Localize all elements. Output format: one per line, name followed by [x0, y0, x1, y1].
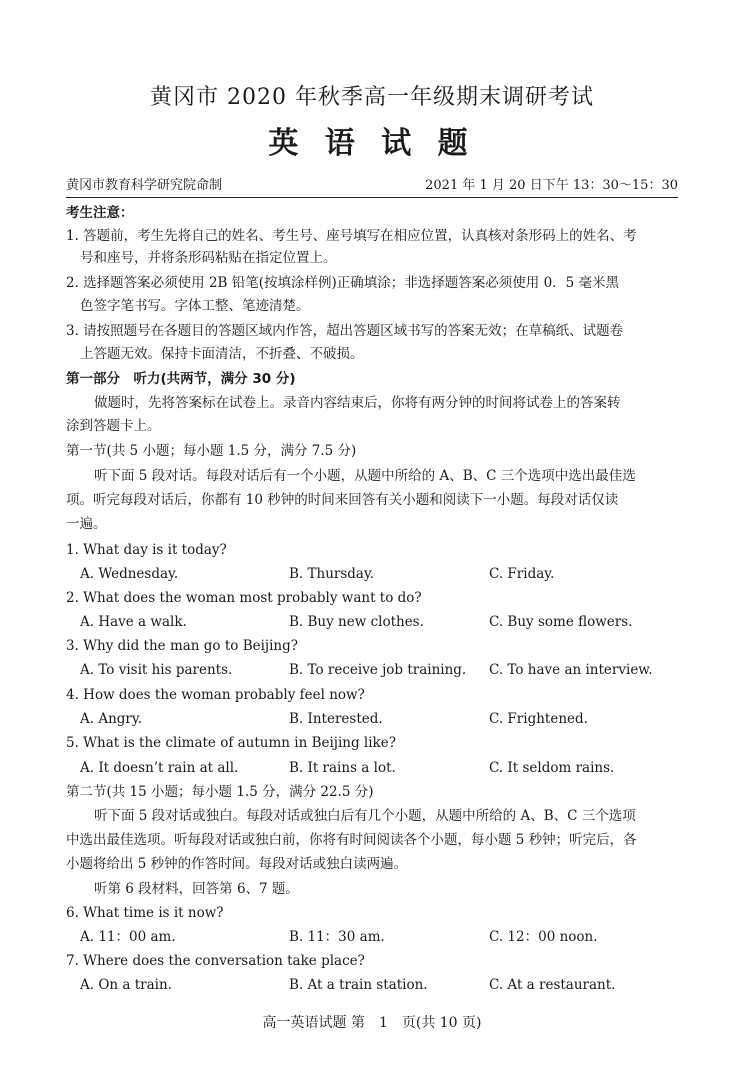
- question-6-option-c: C. 12：00 noon.: [489, 929, 598, 945]
- section2-intro-line-1: 听下面 5 段对话或独白。每段对话或独白后有几个小题，从题中所给的 A、B、C 三个选项: [94, 808, 636, 824]
- question-5-option-c: C. It seldom rains.: [489, 760, 615, 776]
- part1-intro-line-1: 做题时，先将答案标在试卷上。录音内容结束后，你将有两分钟的时间将试卷上的答案转: [94, 395, 621, 411]
- notice-item-2-line-1: 2. 选择题答案必须使用 2B 铅笔(按填涂样例)正确填涂；非选择题答案必须使用 0．5 毫米黑: [66, 275, 620, 291]
- question-3-option-b: B. To receive job training.: [289, 662, 467, 678]
- question-3-option-a: A. To visit his parents.: [80, 662, 233, 678]
- question-2: 2. What does the woman most probably want to do?: [66, 590, 422, 606]
- question-7-option-a: A. On a train.: [80, 977, 172, 993]
- question-4: 4. How does the woman probably feel now?: [66, 687, 365, 703]
- section2-material-instruction: 听第 6 段材料，回答第 6、7 题。: [94, 881, 299, 897]
- notice-heading: 考生注意：: [66, 205, 134, 221]
- part1-intro-line-2: 涂到答题卡上。: [66, 418, 161, 434]
- question-2-option-b: B. Buy new clothes.: [289, 614, 424, 630]
- question-6: 6. What time is it now?: [66, 905, 224, 921]
- exam-title: 黄冈市 2020 年秋季高一年级期末调研考试: [150, 85, 594, 110]
- question-4-option-b: B. Interested.: [289, 711, 383, 727]
- question-7: 7. Where does the conversation take place?: [66, 953, 365, 969]
- section1-intro-line-1: 听下面 5 段对话。每段对话后有一个小题，从题中所给的 A、B、C 三个选项中选出最佳选: [94, 468, 636, 484]
- notice-item-1-line-2: 号和座号，并将条形码粘贴在指定位置上。: [80, 250, 337, 266]
- question-1: 1. What day is it today?: [66, 542, 227, 558]
- question-7-option-c: C. At a restaurant.: [489, 977, 616, 993]
- section1-intro-line-2: 项。听完每段对话后，你都有 10 秒钟的时间来回答有关小题和阅读下一小题。每段对话仅读: [66, 492, 619, 508]
- exam-body: [66, 0, 680, 1074]
- subject-title: 英 语 试 题: [268, 126, 476, 161]
- question-2-option-c: C. Buy some flowers.: [489, 614, 633, 630]
- question-4-option-a: A. Angry.: [80, 711, 142, 727]
- question-1-option-c: C. Friday.: [489, 566, 555, 582]
- section2-intro-line-3: 小题将给出 5 秒钟的作答时间。每段对话或独白读两遍。: [66, 856, 408, 872]
- question-3-option-c: C. To have an interview.: [489, 662, 653, 678]
- question-7-option-b: B. At a train station.: [289, 977, 428, 993]
- question-5: 5. What is the climate of autumn in Beijing like?: [66, 735, 396, 751]
- exam-time-text: 2021 年 1 月 20 日下午 13：30～15：30: [425, 178, 678, 193]
- notice-item-2-line-2: 色签字笔书写。字体工整、笔迹清楚。: [80, 298, 310, 314]
- part1-heading: 第一部分 听力(共两节，满分 30 分): [66, 371, 296, 387]
- question-3: 3. Why did the man go to Beijing?: [66, 638, 298, 654]
- question-5-option-a: A. It doesn’t rain at all.: [80, 760, 239, 776]
- question-6-option-b: B. 11：30 am.: [289, 929, 385, 945]
- section2-intro-line-2: 中选出最佳选项。听每段对话或独白前，你将有时间阅读各个小题，每小题 5 秒钟；听完后，各: [66, 832, 637, 848]
- question-2-option-a: A. Have a walk.: [80, 614, 187, 630]
- section2-heading: 第二节(共 15 小题；每小题 1.5 分，满分 22.5 分): [66, 784, 374, 800]
- notice-item-3-line-1: 3. 请按照题号在各题目的答题区域内作答，超出答题区域书写的答案无效；在草稿纸、试题卷: [66, 323, 624, 339]
- notice-item-1-line-1: 1. 答题前，考生先将自己的姓名、考生号、座号填写在相应位置，认真核对条形码上的姓名、考: [66, 228, 637, 244]
- question-5-option-b: B. It rains a lot.: [289, 760, 396, 776]
- question-4-option-c: C. Frightened.: [489, 711, 588, 727]
- page-footer: 高一英语试题 第 1 页(共 10 页): [262, 1015, 482, 1031]
- question-1-option-a: A. Wednesday.: [80, 566, 179, 582]
- question-6-option-a: A. 11：00 am.: [80, 929, 176, 945]
- notice-item-3-line-2: 上答题无效。保持卡面清洁，不折叠、不破损。: [80, 346, 364, 362]
- section1-heading: 第一节(共 5 小题；每小题 1.5 分，满分 7.5 分): [66, 443, 357, 459]
- section1-intro-line-3: 一遍。: [66, 516, 107, 532]
- issuer-text: 黄冈市教育科学研究院命制: [66, 178, 223, 193]
- question-1-option-b: B. Thursday.: [289, 566, 375, 582]
